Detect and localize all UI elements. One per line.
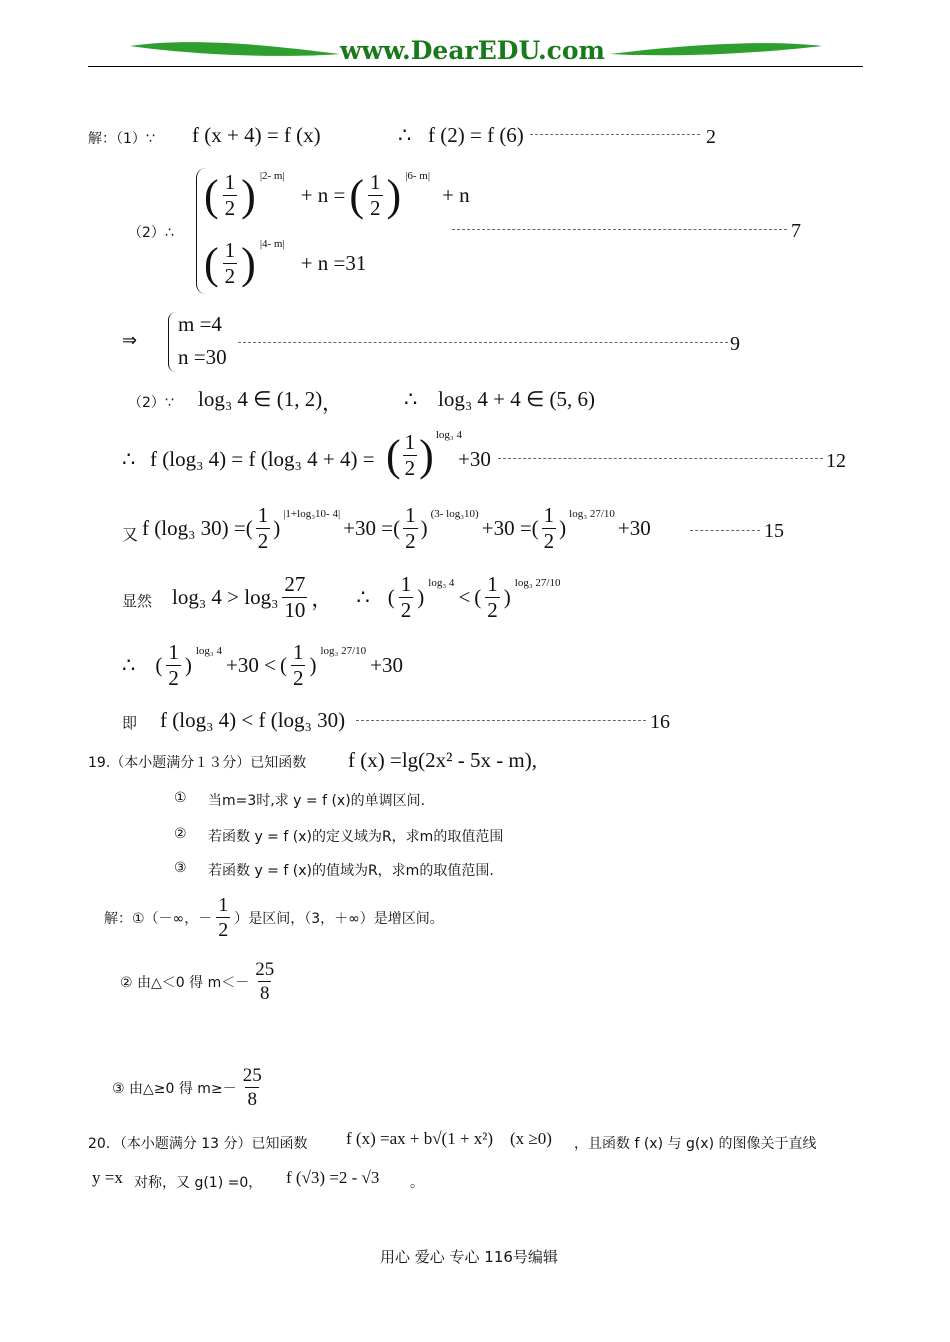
therefore: ∴ [122, 447, 136, 471]
sol-l4-eq1: log₃ 4 ∈ (1, 2) [198, 387, 323, 411]
sol-m: m =4 [178, 312, 222, 336]
p19-item-3: 若函数 y = f (x)的值域为R，求m的取值范围. [208, 863, 494, 879]
frac-num: 1 [405, 503, 416, 527]
exponent: |2- m| [259, 169, 285, 182]
frac-den: 2 [400, 598, 412, 622]
p19-item-1: 当m=3时,求 y = f (x)的单调区间. [208, 793, 426, 809]
score-mark: 2 [706, 126, 716, 148]
score-mark: 15 [764, 520, 784, 542]
therefore: ∴ [122, 653, 136, 677]
frac-num: 1 [224, 170, 236, 194]
frac-den: 8 [247, 1089, 257, 1110]
frac-den: 2 [487, 598, 498, 622]
frac-num: 1 [224, 238, 236, 262]
frac-num: 25 [255, 959, 275, 980]
l7-part: log₃ 4 > log₃ [172, 585, 279, 609]
frac-num: 1 [543, 503, 555, 527]
p19-answer-1 [104, 895, 444, 940]
sol-l8: ∴ ( $\frac{1}{2}$ ) $^{log_3 4}$ +30 < ( $\frac{1}{2}$ ) $^{log_3 27/10}$ +30 [122, 640, 404, 690]
score-mark: 16 [650, 711, 670, 733]
frac-den: 2 [224, 264, 236, 288]
frac-num: 1 [168, 640, 179, 664]
plus-30: +30 [370, 653, 404, 677]
p20-cond: (x ≥0) [510, 1129, 552, 1148]
frac-num: 1 [218, 894, 229, 916]
exponent: |4- m| [259, 237, 285, 250]
sol-l7: log₃ 4 > log₃ $\frac{27}{10}$ ， ∴ ( $\frac{1}{2}$ ) $^{log_3 4}$ < ( $\frac{1}{2}$ ) $^{log_3 27/10}$ [172, 572, 561, 622]
p19-answer-3 [112, 1066, 264, 1109]
frac-num: 25 [242, 1065, 262, 1086]
frac-den: 8 [259, 983, 270, 1004]
logo-text: www.DearEDU.com [340, 36, 606, 65]
l6-part: +30 =( [481, 516, 539, 540]
frac-den: 2 [370, 196, 381, 220]
exponent: (3- log₃10) [430, 507, 479, 520]
frac-den: 2 [224, 196, 236, 220]
system-row1: ( $\frac{1}{2}$ ) $^{|2- m|}$ + n = ( $\frac{1}{2}$ ) $^{|6- m|}$ + n [204, 169, 470, 220]
comma: ， [322, 391, 343, 415]
ans2-part: ② 由△＜0 得 m＜－ [120, 974, 250, 991]
ans1-part: ）是区间，（3，＋∞）是增区间。 [234, 910, 444, 927]
score-mark: 9 [730, 333, 740, 355]
frac-den: 2 [257, 529, 269, 553]
l8-part: +30 < [226, 653, 276, 677]
score-mark: 12 [826, 450, 846, 472]
p20-line1-b: ，且函数 f (x) 与 g(x) 的图像关于直线 [574, 1136, 817, 1152]
exponent: log₃ 27/10 [514, 576, 561, 589]
frac-num: 1 [292, 640, 304, 664]
p20-line2-c: f (√3) =2 - √3 [286, 1168, 380, 1187]
system-end: + n [442, 183, 470, 207]
sol-l1-eq: f (x + 4) = f (x) [192, 123, 321, 147]
exponent: log₃ 27/10 [320, 644, 367, 657]
exponent: |1+log₃10- 4| [283, 507, 341, 520]
exponent: log₃ 4 [435, 428, 462, 441]
p20-line2-d: 。 [410, 1175, 424, 1191]
item-num: ③ [174, 860, 187, 876]
half-power: ( $\frac{1}{2}$ ) $^{log_3 4}$ [386, 428, 462, 480]
footer-text: 用心 爱心 专心 116号编辑 [380, 1248, 558, 1266]
l6-part: +30 =( [343, 516, 401, 540]
exponent: log₃ 4 [428, 576, 455, 589]
l6-part: f (log₃ 30) =( [142, 516, 253, 540]
frac-den: 2 [168, 666, 179, 690]
sol-l1-eq2: f (2) = f (6) [428, 123, 524, 147]
less-than: < [458, 585, 471, 609]
ji-prefix: 即 [122, 714, 138, 732]
small-brace [168, 312, 177, 372]
header-rule [88, 66, 863, 67]
score-mark: 7 [791, 220, 801, 242]
system-row2: ( $\frac{1}{2}$ ) $^{|4- m|}$ + n =31 [204, 237, 367, 288]
frac-num: 27 [284, 572, 306, 596]
therefore: ∴ [404, 387, 418, 411]
p20-line1-a: 20．（本小题满分 13 分）已知函数 [88, 1136, 308, 1152]
frac-den: 10 [284, 598, 306, 622]
p19-title: 19.（本小题满分１３分）已知函数 [88, 755, 307, 771]
sol-l5-eq: f (log₃ 4) = f (log₃ 4 + 4) = [150, 447, 375, 471]
exponent: log₃ 4 [195, 644, 223, 657]
p19-func: f (x) =lg(2x² - 5x - m), [348, 748, 538, 772]
system-end: + n =31 [300, 251, 367, 275]
sol-l9-eq: f (log₃ 4) < f (log₃ 30) [160, 708, 346, 732]
frac-num: 1 [404, 430, 416, 454]
sol-l2-label: （2）∴ [128, 225, 174, 241]
frac-den: 2 [543, 529, 555, 553]
you-prefix: 又 [122, 525, 139, 544]
item-num: ② [174, 826, 187, 842]
ans3-part: ③ 由△≥0 得 m≥－ [112, 1080, 237, 1097]
ans1-part: 解：①（－∞，－ [104, 910, 213, 927]
sol-l4-label: （2）∵ [128, 395, 174, 411]
frac-num: 1 [370, 170, 381, 194]
therefore: ∴ [356, 585, 370, 609]
system-mid: + n = [300, 183, 346, 207]
plus-30: +30 [458, 447, 491, 471]
plus-30: +30 [617, 516, 651, 540]
exponent: log₃ 27/10 [569, 507, 615, 520]
p19-item-2: 若函数 y = f (x)的定义域为R，求m的取值范围 [208, 829, 504, 845]
frac-den: 2 [292, 666, 304, 690]
frac-num: 1 [487, 572, 498, 596]
p20-line2-b: 对称，又 g(1) =0， [134, 1175, 263, 1191]
sol-l4-eq2: log₃ 4 + 4 ∈ (5, 6) [438, 387, 596, 411]
frac-den: 2 [404, 456, 416, 480]
item-num: ① [174, 790, 187, 806]
implies-arrow: ⇒ [122, 330, 138, 350]
exponent: |6- m| [405, 169, 431, 182]
xianran-prefix: 显然 [122, 592, 153, 610]
frac-num: 1 [400, 572, 412, 596]
sol-l6: f (log₃ 30) =( $\frac{1}{2}$ ) $^{|1+log_310- 4|}$ +30 =( $\frac{1}{2}$ ) $^{(3- log_310)}$ +30 =( $\frac{1}{2}$ ) $^{log_3 27/10}$ +30 [142, 503, 651, 553]
sol-n: n =30 [178, 345, 227, 369]
p20-line2-a: y =x [92, 1168, 123, 1187]
frac-den: 2 [405, 529, 416, 553]
p19-answer-2 [120, 960, 276, 1003]
frac-num: 1 [257, 503, 269, 527]
comma: ， [311, 586, 333, 611]
sol-l1-label: 解：（1）∵ [88, 131, 155, 147]
frac-den: 2 [218, 919, 229, 941]
sol-l1-so: ∴ [398, 123, 412, 147]
header-logo [90, 30, 862, 70]
p20-func: f (x) =ax + b√(1 + x²) [346, 1129, 494, 1148]
